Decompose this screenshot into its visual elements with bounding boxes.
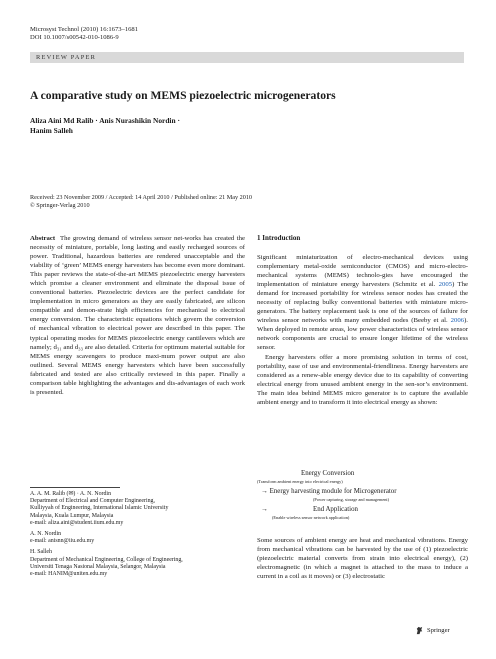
paper-title: A comparative study on MEMS piezoelectric microgenerators: [30, 89, 336, 102]
affil-line: A. N. Nordin: [30, 531, 62, 538]
springer-horse-icon: [415, 626, 424, 635]
affil-email[interactable]: e-mail: anisnn@iiu.edu.my: [30, 538, 95, 545]
journal-volume-line: Microsyst Technol (2010) 16:1673–1681: [30, 26, 139, 33]
author-line-1: Aliza Aini Md Ralib · Anis Nurashikin Nordin ·: [30, 116, 180, 125]
intro-text: ). When deployed in remote areas, low power characteristics of wireless sensor network components are crucial to ensure longer lifetime of the wireless sensor.: [257, 317, 468, 352]
diagram-step-3-caption: (Enable wireless sensor network application): [272, 515, 350, 520]
intro-text: Significant miniaturization of electro-mechanical devices using complementary metal-oxide semiconductor (CMOS) and micro-electro-mechanical systems (MEMS) technolo-gies have encouraged the implementation of miniature energy harvesters (Schmitz et al.: [257, 254, 468, 289]
intro-paragraph-1: [257, 253, 468, 353]
affiliation-ralib-nordin: [30, 491, 245, 527]
journal-citation: [30, 26, 138, 43]
diagram-step-2-caption: (Power capturing, storage and management): [313, 497, 390, 502]
abstract-block: [30, 234, 245, 397]
intro-paragraph-2: Energy harvesters offer a more promising solution in terms of cost, portability, ease of use and environmental-friendliness. Energy harvesters are considered as a renew-able energy device due to its capability of converting electrical energy from unused ambient energy in the sen-sor’s environment. The main idea behind MEMS micro generator is to capture the available ambient energy and to transform it into electrical energy as shown:: [257, 353, 468, 406]
citation-link-schmitz[interactable]: 2005: [438, 281, 453, 289]
affil-line: Malaysia, Kuala Lumpur, Malaysia: [30, 512, 114, 519]
publisher-footer: [415, 626, 450, 635]
section-heading-introduction: 1 Introduction: [257, 234, 301, 242]
diagram-step-energy-conversion: Energy Conversion: [301, 470, 355, 477]
affil-line: Department of Electrical and Computer Engineering,: [30, 498, 155, 505]
abstract-label: Abstract: [30, 235, 56, 242]
diagram-step-harvesting-module: [261, 488, 397, 495]
diagram-step-2-label: Energy harvesting module for Microgenerator: [269, 488, 397, 495]
diagram-step-1-caption: (Transform ambient energy into electrical energy): [257, 479, 343, 484]
affil-line: Kulliyyah of Engineering, International Islamic University: [30, 505, 169, 512]
affil-line: H. Salleh: [30, 549, 52, 556]
history-dates: Received: 23 November 2009 / Accepted: 14 April 2010 / Published online: 21 May 2010: [30, 194, 253, 201]
publisher-name: Springer: [427, 627, 450, 634]
author-line-2: Hanim Salleh: [30, 126, 73, 135]
intro-text: ) The demand for increased portability for wireless sensor nodes has created the necessity of replacing bulky conventional batteries with miniature micro-generators. The battery replacement task is one of the sources of failure for wireless sensor networks with many embedded nodes (Beeby et al.: [257, 281, 469, 325]
affil-email[interactable]: e-mail: HANIM@uniten.edu.my: [30, 571, 108, 578]
copyright-notice: © Springer-Verlag 2010: [30, 202, 90, 210]
author-list: [30, 116, 330, 136]
affil-line: A. A. M. Ralib (✉) · A. N. Nordin: [30, 491, 112, 497]
diagram-step-3-label: End Application: [313, 506, 358, 513]
citation-link-beeby[interactable]: 2006: [450, 317, 465, 325]
affiliations: [30, 491, 245, 582]
affil-line: Universiti Tenaga Nasional Malaysia, Selangor, Malaysia: [30, 563, 166, 570]
doi-line: DOI 10.1007/s00542-010-1086-9: [30, 34, 119, 42]
article-type-bar: [30, 52, 464, 63]
affil-email[interactable]: e-mail: aliza.aini@student.iium.edu.my: [30, 519, 124, 526]
intro-paragraph-3: Some sources of ambient energy are heat and mechanical vibrations. Energy from mechanical vibrations can be harvested by the use of (1) piezoelectric (piezoelectric material converts from strain into electrical energy), (2) electromagnetic (in which a magnet is attached to the mass to induce a current in a coil as it moves) or (3) electrostatic: [257, 537, 468, 581]
introduction-body-continued: [257, 536, 468, 581]
affiliation-nordin: [30, 531, 245, 545]
affiliation-salleh: [30, 549, 245, 578]
right-arrow-icon: →: [261, 488, 268, 495]
abstract-text: The growing demand of wireless sensor net-works has created the necessity of miniature, portable, long lasting and easily recharged sources of power. Traditional, hazardous batteries are rendered unacceptable and the viability of ‘green’ MEMS energy harvesters has become even more dominant. This paper reviews the state-of-the-art MEMS piezoelectric energy harvesters which promise a cleaner environment and eliminate the disposal issue of conventional batteries. Piezoelectric devices are the perfect candidate for implementation in micro generators as they are easily fabricated, are silicon compatible and demon-strate high efficiencies for mechanical to electrical energy conversion. The characteristic equations which govern the conversion of mechanical vibration to electrical power are described in this paper. The typical operating modes for MEMS piezoelectric energy cantilevers which are namely; d₃₁ and d₃₃ are also detailed. Criteria for optimum material suitable for MEMS energy scavengers to produce maxi-mum power output are also outlined. Several MEMS energy harvesters which have been successfully fabricated and tested are also critically reviewed in this paper. Finally a comparison table highlighting the advantages and dis-advantages of each work is presented.: [30, 235, 245, 396]
right-arrow-icon: →: [261, 506, 268, 513]
article-type-label: REVIEW PAPER: [36, 53, 97, 61]
footnote-divider: [30, 487, 120, 488]
affil-line: Department of Mechanical Engineering, College of Engineering,: [30, 556, 183, 563]
publication-dates: [30, 194, 252, 211]
introduction-body: [257, 253, 468, 407]
